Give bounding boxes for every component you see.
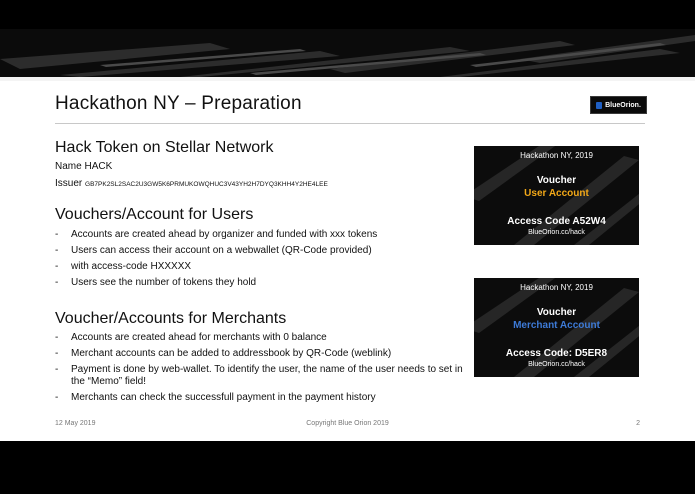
bullet-text: Merchants can check the successfull payment in the payment history (71, 392, 376, 403)
list-item (55, 277, 465, 289)
logo-text: BlueOrion. (605, 101, 641, 109)
slide (0, 29, 695, 441)
token-name-value: HACK (84, 161, 113, 172)
list-item (55, 392, 465, 404)
token-issuer-value: GB7PK2SL2SAC2U3GW5K6PRMUKOWQHUC3V43YH2H7DYQ3KHH4Y2HE4LEE (85, 181, 328, 188)
bullet-text: Accounts are created ahead for merchants with 0 balance (71, 332, 327, 343)
header-banner (0, 29, 695, 77)
list-item (55, 332, 465, 344)
page-number: 2 (636, 420, 640, 427)
voucher-type-user: User Account (524, 188, 589, 199)
token-heading: Hack Token on Stellar Network (55, 139, 274, 156)
bullet-dash: - (55, 332, 59, 343)
blueorion-logo (590, 96, 647, 114)
bullet-dash: - (55, 277, 59, 288)
voucher-type-merchant: Merchant Account (513, 320, 600, 331)
bullet-text: Accounts are created ahead by organizer and funded with xxx tokens (71, 229, 378, 240)
token-name-label: Name (55, 161, 82, 172)
voucher-access-code: Access Code: D5ER8 (505, 348, 608, 359)
list-item (55, 229, 465, 241)
slide-title: Hackathon NY – Preparation (55, 93, 302, 114)
merchants-heading: Voucher/Accounts for Merchants (55, 310, 287, 327)
footer-copyright: Copyright Blue Orion 2019 (306, 420, 389, 427)
voucher-url: BlueOrion.cc/hack (528, 361, 585, 368)
bullet-text: Payment is done by web-wallet. To identify the user, the name of the user needs to set in the “Memo” field! (71, 364, 463, 387)
list-item (55, 348, 465, 360)
voucher-event: Hackathon NY, 2019 (520, 151, 593, 160)
merchant-voucher-card (474, 278, 639, 377)
voucher-url: BlueOrion.cc/hack (528, 229, 585, 236)
bullet-dash: - (55, 348, 59, 359)
bullet-dash: - (55, 364, 59, 375)
token-issuer-label: Issuer (55, 178, 83, 189)
bullet-text: with access-code HXXXXX (71, 261, 192, 272)
bullet-dash: - (55, 261, 59, 272)
bullet-dash: - (55, 392, 59, 403)
title-divider (55, 123, 645, 124)
voucher-label: Voucher (536, 175, 577, 186)
merchants-bullet-list (55, 332, 465, 408)
token-issuer-line (55, 178, 328, 189)
bullet-dash: - (55, 245, 59, 256)
bullet-text: Users see the number of tokens they hold (71, 277, 257, 288)
banner-graphic (0, 29, 695, 77)
list-item (55, 364, 465, 388)
voucher-label: Voucher (536, 307, 577, 318)
list-item (55, 245, 465, 257)
users-heading: Vouchers/Account for Users (55, 206, 254, 223)
token-name-line (55, 161, 112, 172)
voucher-access-code: Access Code A52W4 (507, 216, 606, 227)
users-bullet-list (55, 229, 465, 293)
list-item (55, 261, 465, 273)
logo-mark-icon (596, 102, 602, 109)
voucher-event: Hackathon NY, 2019 (520, 283, 593, 292)
bullet-text: Users can access their account on a webwallet (QR-Code provided) (71, 245, 372, 256)
user-voucher-card (474, 146, 639, 245)
footer-date: 12 May 2019 (55, 420, 96, 427)
bullet-dash: - (55, 229, 59, 240)
banner-divider (0, 77, 695, 81)
bullet-text: Merchant accounts can be added to addressbook by QR-Code (weblink) (71, 348, 392, 359)
